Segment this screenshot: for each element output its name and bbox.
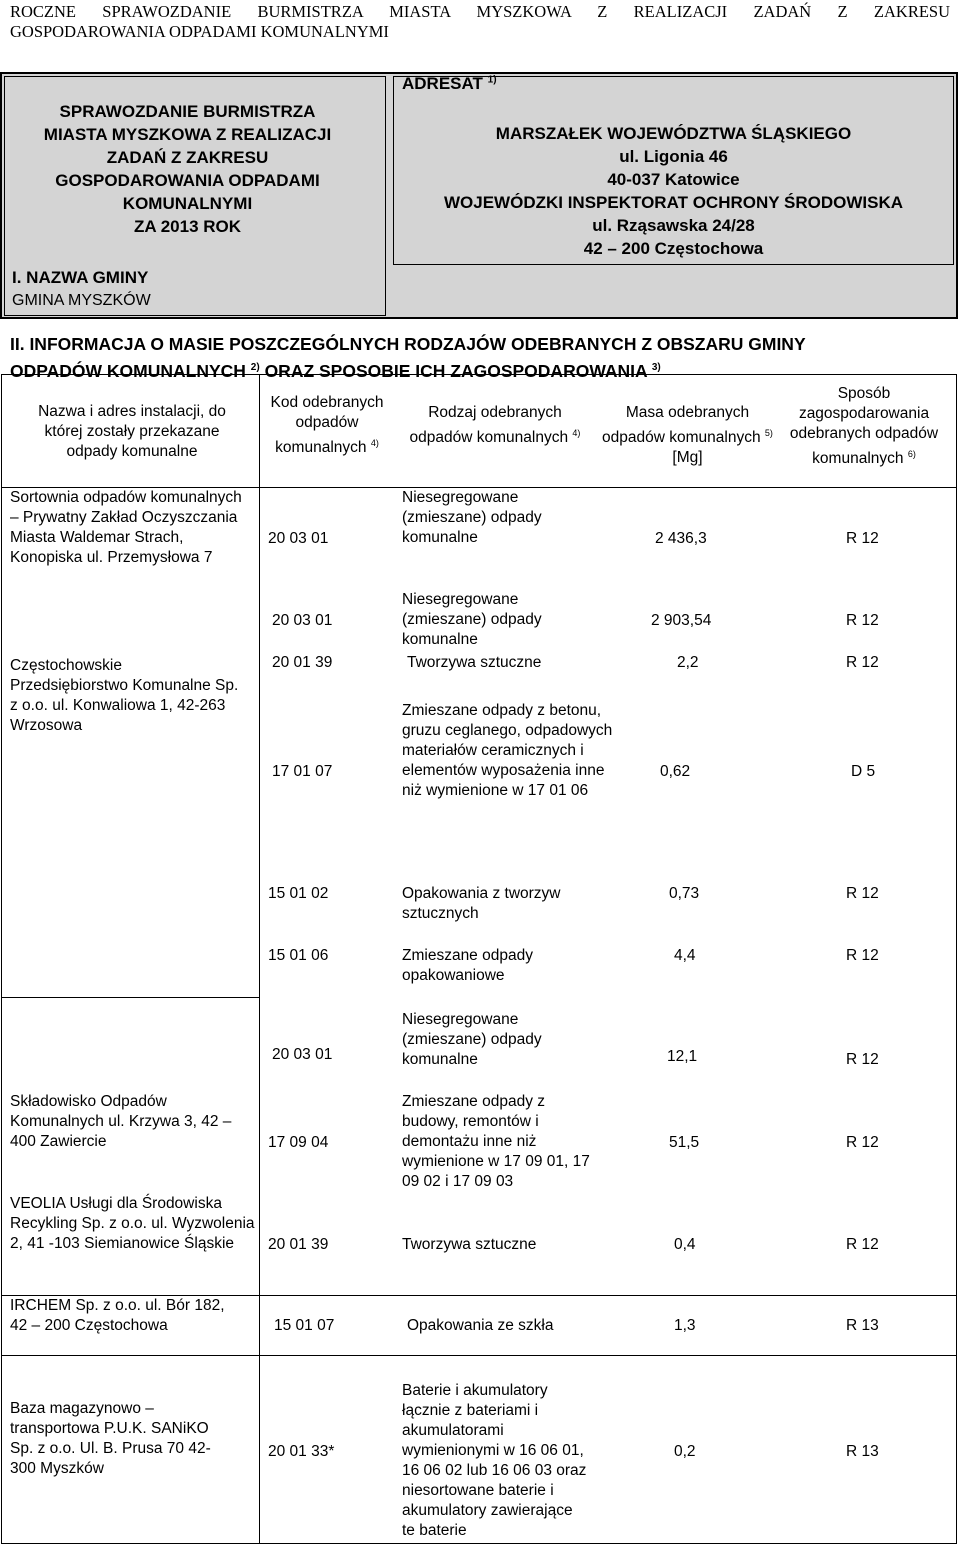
installation-name: VEOLIA Usługi dla Środowiska Recykling Sp. z o.o. ul. Wyzwolenia 2, 41 -103 Siemianowice Śląskie xyxy=(10,1195,255,1252)
waste-mass: 1,3 xyxy=(674,1317,696,1334)
waste-code: 15 01 06 xyxy=(268,947,329,964)
addressee-list: MARSZAŁEK WOJEWÓDZTWA ŚLĄSKIEGO ul. Ligonia 46 40-037 Katowice WOJEWÓDZKI INSPEKTORAT OCHRONY ŚRODOWISKA ul. Rząsawska 24/28 42 – 200 Częstochowa xyxy=(443,124,904,258)
gmina-label: I. NAZWA GMINY xyxy=(12,268,149,287)
recovery-method: R 12 xyxy=(846,1051,879,1068)
waste-code: 20 01 39 xyxy=(272,654,333,671)
recovery-method: R 12 xyxy=(846,530,879,547)
installation-name: Składowisko Odpadów Komunalnych ul. Krzywa 3, 42 – 400 Zawiercie xyxy=(10,1093,232,1150)
recovery-method: R 13 xyxy=(846,1443,879,1460)
installation-name: Częstochowskie Przedsiębiorstwo Komunalne Sp. z o.o. ul. Konwaliowa 1, 42-263 Wrzosowa xyxy=(10,657,239,734)
row-divider xyxy=(1,1355,957,1356)
header-installation: Nazwa i adres instalacji, do której zostały przekazane odpady komunalne xyxy=(38,403,226,460)
recovery-method: R 13 xyxy=(846,1317,879,1334)
recovery-method: R 12 xyxy=(846,654,879,671)
waste-code: 20 03 01 xyxy=(272,1046,333,1063)
waste-mass: 4,4 xyxy=(674,947,696,964)
waste-mass: 0,62 xyxy=(660,763,691,780)
waste-type: Zmieszane odpady z budowy, remontów i demontażu inne niż wymienione w 17 09 01, 17 09 02 i 17 09 03 xyxy=(402,1093,590,1190)
waste-type: Baterie i akumulatory łącznie z bateriami i akumulatorami wymienionymi w 16 06 01, 16 06 02 lub 16 06 03 oraz niesortowane baterie i akumulatory zawierające te baterie xyxy=(402,1382,587,1539)
installation-name: IRCHEM Sp. z o.o. ul. Bór 182, 42 – 200 Częstochowa xyxy=(10,1297,225,1334)
waste-mass: 2 903,54 xyxy=(651,612,712,629)
waste-type: Tworzywa sztuczne xyxy=(407,654,542,671)
waste-type: Niesegregowane (zmieszane) odpady komunalne xyxy=(402,1011,542,1068)
adresat-label: ADRESAT $^{1)}$ xyxy=(402,74,497,93)
waste-mass: 0,2 xyxy=(674,1443,696,1460)
waste-type: Opakowania ze szkła xyxy=(407,1317,554,1334)
row-divider xyxy=(1,997,259,998)
waste-mass: 0,73 xyxy=(669,885,700,902)
gmina-name: GMINA MYSZKÓW xyxy=(12,292,151,309)
header-type: Rodzaj odebranych odpadów komunalnych $^{4)}$ xyxy=(409,404,581,447)
installation-name: Baza magazynowo – transportowa P.U.K. SANiKO Sp. z o.o. Ul. B. Prusa 70 42-300 Myszków xyxy=(10,1400,211,1477)
waste-type: Zmieszane odpady z betonu, gruzu ceglanego, odpadowych materiałów ceramicznych i elementów wyposażenia inne niż wymienione w 17 01 06 xyxy=(402,702,613,799)
header-code: Kod odebranych odpadów komunalnych $^{4)}$ xyxy=(270,394,384,457)
waste-code: 20 01 39 xyxy=(268,1236,329,1253)
waste-code: 20 01 33* xyxy=(268,1443,335,1460)
page-header xyxy=(10,2,950,42)
waste-mass: 2,2 xyxy=(677,654,699,671)
waste-type: Tworzywa sztuczne xyxy=(402,1236,537,1253)
recovery-method: R 12 xyxy=(846,1134,879,1151)
page-header-line2: GOSPODAROWANIA ODPADAMI KOMUNALNYMI xyxy=(10,22,389,41)
recovery-method: R 12 xyxy=(846,612,879,629)
recovery-method: R 12 xyxy=(846,1236,879,1253)
report-title: SPRAWOZDANIE BURMISTRZA MIASTA MYSZKOWA Z REALIZACJI ZADAŃ Z ZAKRESU GOSPODAROWANIA ODPADAMI KOMUNALNYMI ZA 2013 ROK xyxy=(43,102,332,236)
waste-mass: 2 436,3 xyxy=(655,530,707,547)
recovery-method: R 12 xyxy=(846,885,879,902)
waste-code: 17 09 04 xyxy=(268,1134,329,1151)
waste-mass: 0,4 xyxy=(674,1236,696,1253)
waste-code: 15 01 07 xyxy=(274,1317,335,1334)
section-heading: II. INFORMACJA O MASIE POSZCZEGÓLNYCH RODZAJÓW ODEBRANYCH Z OBSZARU GMINY ODPADÓW KOMUNALNYCH $^{2)}$ ORAZ SPOSOBIE ICH ZAGOSPODAROWANIA $^{3)}$ xyxy=(10,334,806,381)
header-mass: Masa odebranych odpadów komunalnych $^{5)}$ [Mg] xyxy=(602,404,773,467)
page-header-line1: ROCZNE SPRAWOZDANIE BURMISTRZA MIASTA MYSZKOWA Z REALIZACJI ZADAŃ Z ZAKRESU xyxy=(10,2,950,21)
waste-type: Niesegregowane (zmieszane) odpady komunalne xyxy=(402,489,542,546)
waste-type: Zmieszane odpady opakowaniowe xyxy=(402,947,533,984)
recovery-method: R 12 xyxy=(846,947,879,964)
installation-name: Sortownia odpadów komunalnych – Prywatny Zakład Oczyszczania Miasta Waldemar Strach, Konopiska ul. Przemysłowa 7 xyxy=(10,489,242,566)
waste-code: 17 01 07 xyxy=(272,763,333,780)
header-method: Sposób zagospodarowania odebranych odpadów komunalnych $^{6)}$ xyxy=(789,385,939,468)
waste-mass: 12,1 xyxy=(667,1048,698,1065)
waste-type: Opakowania z tworzyw sztucznych xyxy=(402,885,561,922)
waste-mass: 51,5 xyxy=(669,1134,700,1151)
waste-type: Niesegregowane (zmieszane) odpady komunalne xyxy=(402,591,542,648)
recovery-method: D 5 xyxy=(851,763,876,780)
column-divider xyxy=(259,374,260,1544)
waste-code: 15 01 02 xyxy=(268,885,329,902)
waste-code: 20 03 01 xyxy=(272,612,333,629)
waste-code: 20 03 01 xyxy=(268,530,329,547)
